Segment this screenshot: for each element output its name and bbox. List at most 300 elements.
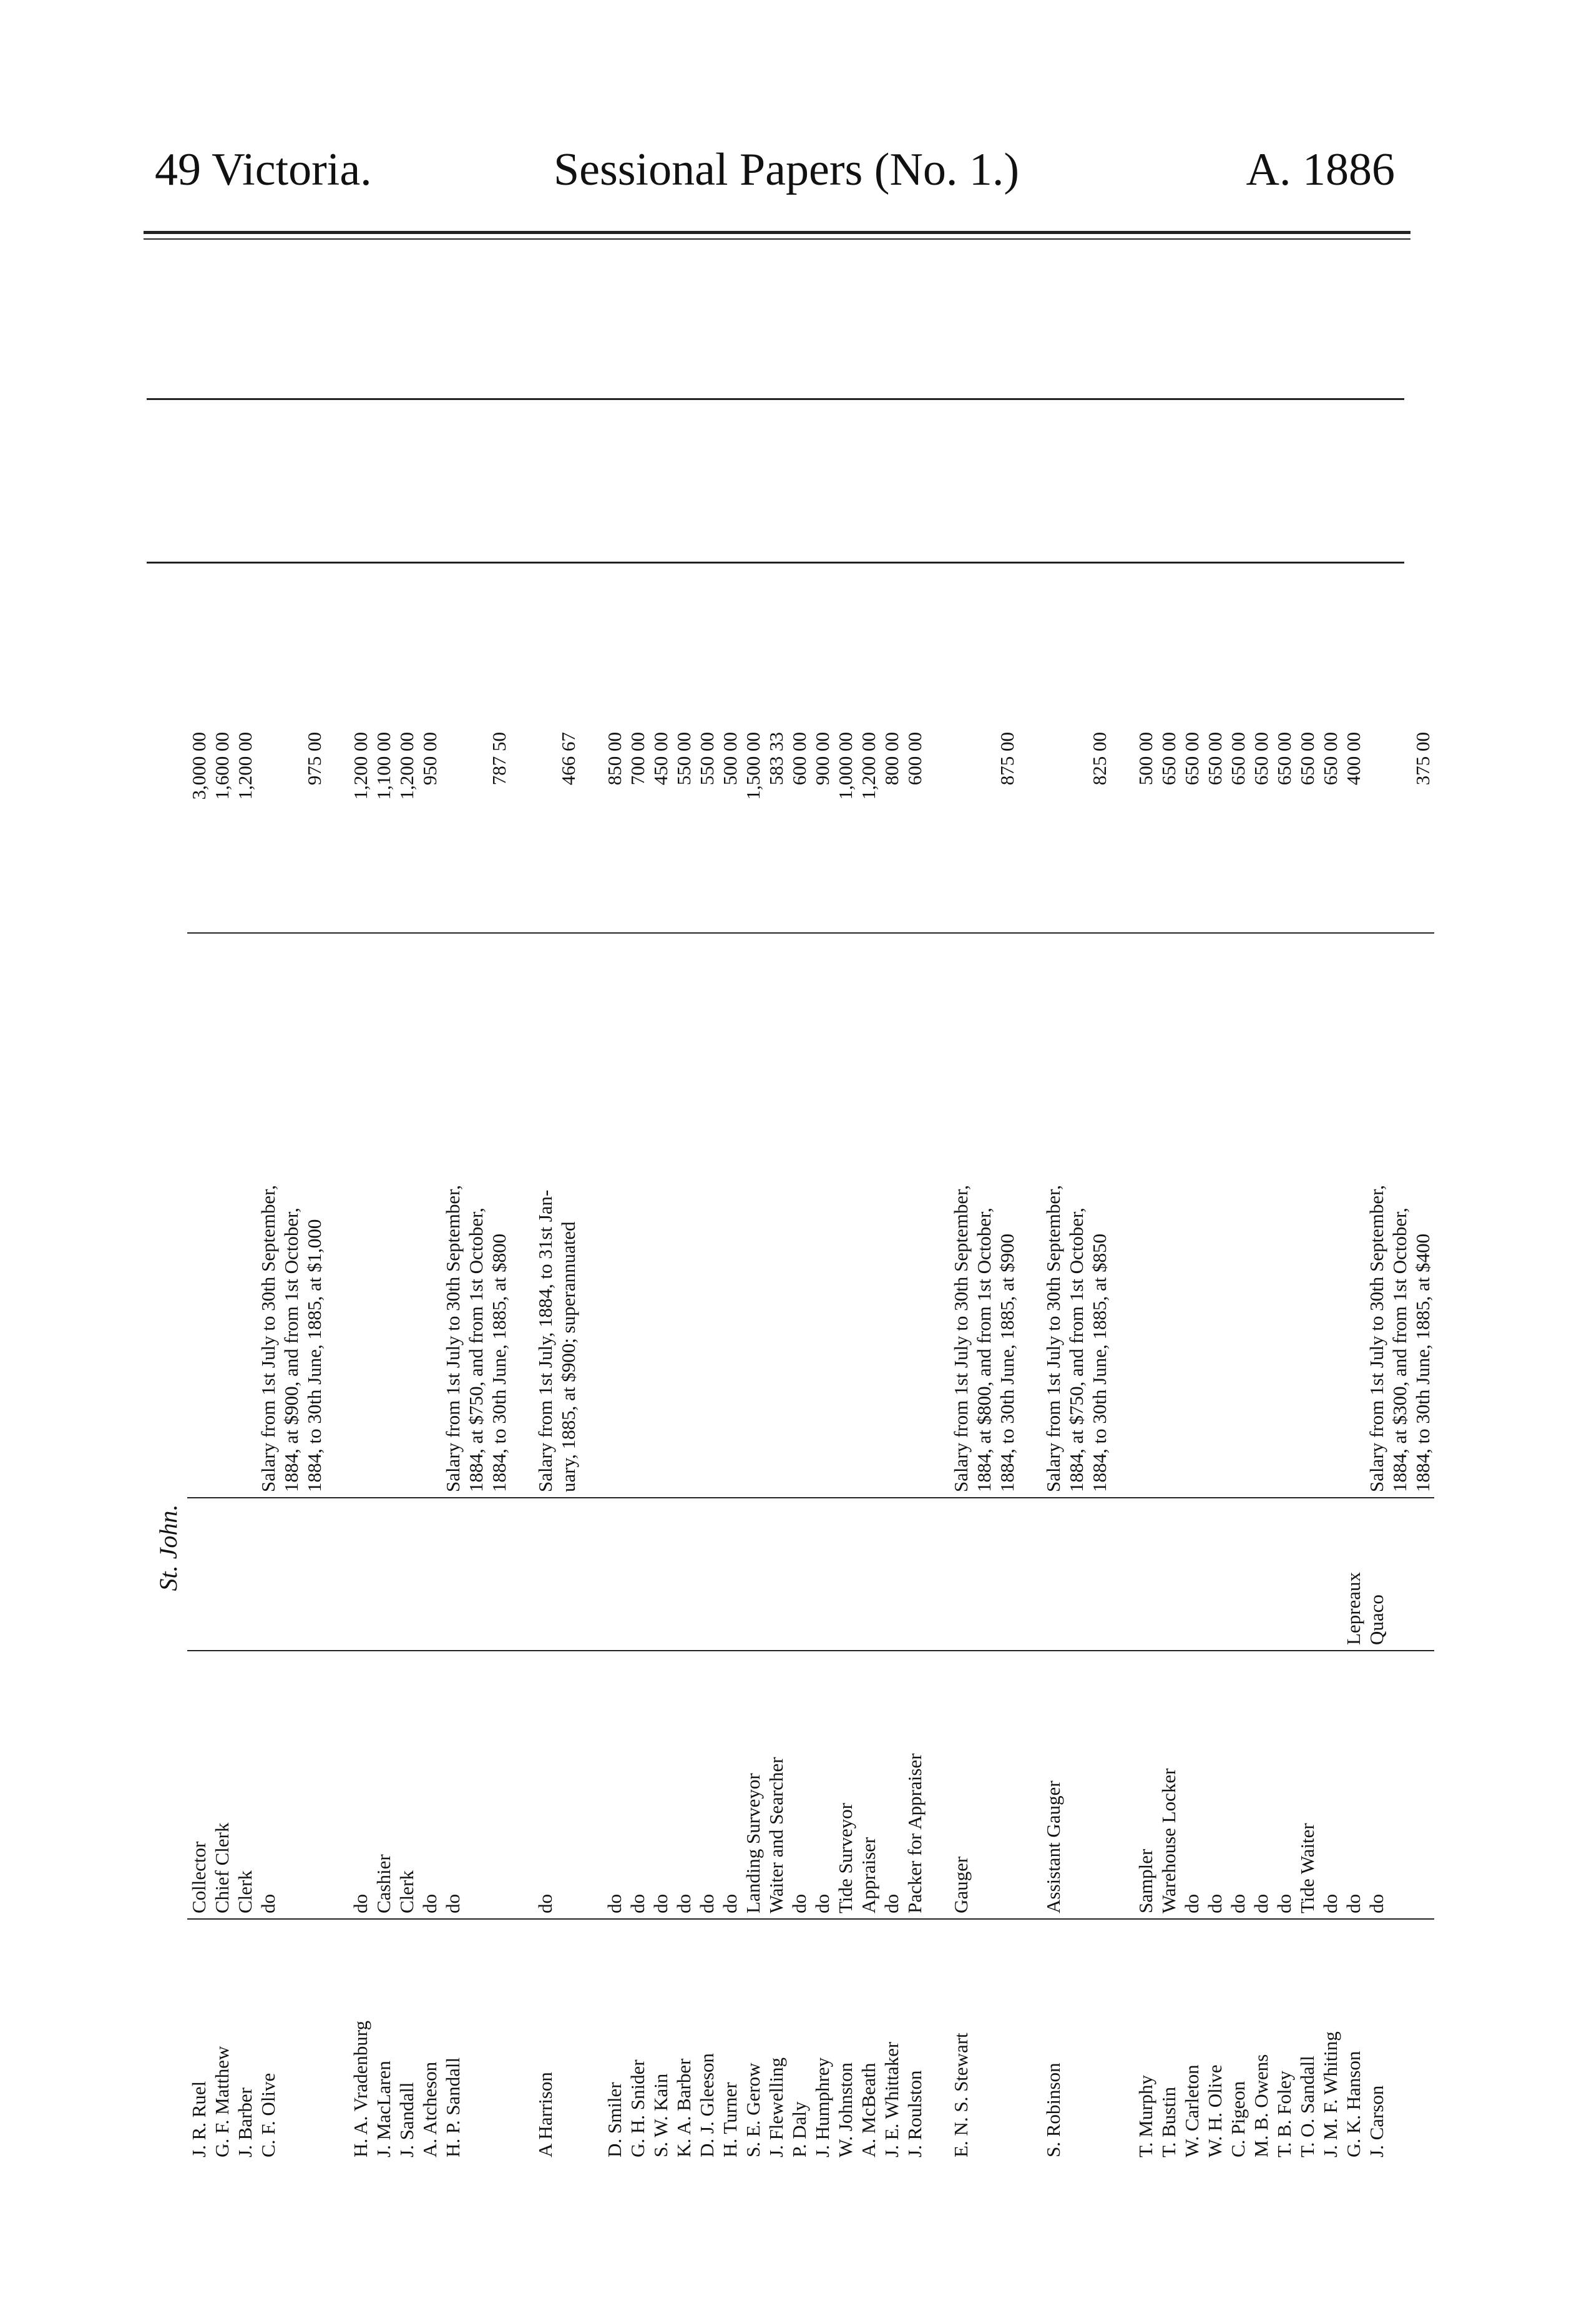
office-cell (280, 1651, 303, 1919)
spacer-cell (1019, 933, 1042, 1498)
office-cell: do (257, 1894, 279, 1913)
spacer-cell (326, 1651, 349, 1919)
amount-cell: 400 00 (1342, 721, 1365, 933)
office-cell: Packer for Appraiser (904, 1753, 926, 1913)
office-cell: do (673, 1894, 695, 1913)
remarks-cell: Salary from 1st July to 30th September, (1365, 933, 1388, 1498)
amount-cell: 550 00 (672, 721, 695, 933)
name-cell: S. E. Gerow (741, 1919, 765, 2162)
name-cell: A. Atcheson (418, 1919, 441, 2162)
place-cell (210, 1498, 233, 1651)
remarks-cell (1342, 933, 1365, 1498)
table-row (811, 721, 834, 2162)
place-cell (418, 1498, 441, 1651)
table-row (464, 721, 487, 2162)
table-row (349, 721, 372, 2162)
spacer-cell (326, 1919, 349, 2162)
salary-table-body (187, 721, 1434, 2162)
name-cell: T. Bustin (1157, 1919, 1180, 2162)
remarks-cell: Salary from 1st July to 30th September, (441, 933, 464, 1498)
table-row (210, 721, 233, 2162)
table-row (972, 721, 995, 2162)
name-cell: S. W. Kain (649, 1919, 672, 2162)
spacer-cell (326, 721, 349, 933)
table-row (257, 721, 280, 2162)
place-cell (1157, 1498, 1180, 1651)
amount-cell: 600 00 (903, 721, 926, 933)
table-row (649, 721, 672, 2162)
office-cell (972, 1651, 995, 1919)
amount-cell: 1,000 00 (834, 721, 857, 933)
office-cell: do (881, 1894, 902, 1913)
remarks-cell (626, 933, 649, 1498)
remarks-cell: 1884, at $750, and from 1st October, (1065, 933, 1088, 1498)
spacer-cell (1019, 1498, 1042, 1651)
name-cell: T. O. Sandall (1296, 1919, 1319, 2162)
remarks-cell (1157, 933, 1180, 1498)
amount-cell: 950 00 (418, 721, 441, 933)
spacer-cell (326, 933, 349, 1498)
remarks-cell (210, 933, 233, 1498)
table-row (1342, 721, 1365, 2162)
remarks-cell: 1884, to 30th June, 1885, at $900 (995, 933, 1019, 1498)
amount-cell: 550 00 (695, 721, 718, 933)
remarks-cell (1319, 933, 1342, 1498)
place-cell (1088, 1498, 1111, 1651)
amount-cell: 3,000 00 (187, 721, 210, 933)
office-cell: do (811, 1894, 833, 1913)
amount-cell: 375 00 (1411, 721, 1434, 933)
spacer-cell (511, 1498, 534, 1651)
amount-cell (1042, 721, 1065, 933)
office-cell: do (788, 1894, 810, 1913)
place-cell (257, 1498, 280, 1651)
table-row (1065, 721, 1088, 2162)
table-row (441, 721, 464, 2162)
amount-cell (280, 721, 303, 933)
place-cell (303, 1498, 326, 1651)
office-cell (1388, 1651, 1411, 1919)
place-cell (626, 1498, 649, 1651)
remarks-cell (418, 933, 441, 1498)
remarks-cell: 1884, at $300, and from 1st October, (1388, 933, 1411, 1498)
spacer-cell (926, 933, 949, 1498)
office-cell: Clerk (234, 1870, 256, 1913)
amount-cell: 900 00 (811, 721, 834, 933)
table-row (672, 721, 695, 2162)
table-row (1157, 721, 1180, 2162)
remarks-cell (718, 933, 741, 1498)
name-cell: P. Daly (788, 1919, 811, 2162)
spacer-cell (511, 1651, 534, 1919)
name-cell: J. Carson (1365, 1919, 1388, 2162)
remarks-cell: 1884, to 30th June, 1885, at $850 (1088, 933, 1111, 1498)
name-cell: H. P. Sandall (441, 1919, 464, 2162)
place-cell (1065, 1498, 1088, 1651)
office-cell: do (1366, 1894, 1387, 1913)
remarks-cell (834, 933, 857, 1498)
place-cell (649, 1498, 672, 1651)
remarks-cell (857, 933, 880, 1498)
table-row (1365, 721, 1388, 2162)
place-cell (603, 1498, 626, 1651)
office-cell: do (696, 1894, 718, 1913)
row-spacer (1111, 721, 1134, 2162)
remarks-cell (811, 933, 834, 1498)
remarks-cell (1296, 933, 1319, 1498)
place-cell (903, 1498, 926, 1651)
name-cell: J. MacLaren (372, 1919, 395, 2162)
place-cell (1203, 1498, 1226, 1651)
remarks-cell: 1884, at $750, and from 1st October, (464, 933, 487, 1498)
amount-cell: 650 00 (1180, 721, 1203, 933)
name-cell: J. Barber (233, 1919, 257, 2162)
name-cell (557, 1919, 580, 2162)
remarks-cell (672, 933, 695, 1498)
spacer-cell (580, 933, 603, 1498)
office-cell (557, 1651, 580, 1919)
table-row (534, 721, 557, 2162)
table-row (718, 721, 741, 2162)
place-cell (1249, 1498, 1273, 1651)
table-row (1226, 721, 1249, 2162)
place-cell (464, 1498, 487, 1651)
office-cell: do (650, 1894, 672, 1913)
name-cell (1388, 1919, 1411, 2162)
table-row (995, 721, 1019, 2162)
name-cell: C. F. Olive (257, 1919, 280, 2162)
table-row (788, 721, 811, 2162)
office-cell (1065, 1651, 1088, 1919)
amount-cell: 583 33 (765, 721, 788, 933)
name-cell: G. K. Hanson (1342, 1919, 1365, 2162)
place-cell (811, 1498, 834, 1651)
office-cell: Cashier (373, 1854, 394, 1913)
amount-cell (534, 721, 557, 933)
table-row (1180, 721, 1203, 2162)
office-cell: do (350, 1894, 371, 1913)
table-row (741, 721, 765, 2162)
table-row (372, 721, 395, 2162)
table-row (949, 721, 972, 2162)
spacer-cell (580, 721, 603, 933)
name-cell: J. Humphrey (811, 1919, 834, 2162)
place-cell (995, 1498, 1019, 1651)
office-cell: Gauger (950, 1856, 972, 1913)
place-cell (349, 1498, 372, 1651)
office-cell: do (442, 1894, 464, 1913)
place-cell (788, 1498, 811, 1651)
office-cell: Appraiser (858, 1837, 879, 1913)
office-cell: Assistant Gauger (1042, 1780, 1064, 1913)
remarks-cell (649, 933, 672, 1498)
office-cell (303, 1651, 326, 1919)
place-cell (280, 1498, 303, 1651)
name-cell: J. M. F. Whiting (1319, 1919, 1342, 2162)
name-cell (1411, 1919, 1434, 2162)
table-row (280, 721, 303, 2162)
name-cell (303, 1919, 326, 2162)
place-cell (1134, 1498, 1157, 1651)
section-title: St. John. (154, 1504, 182, 1591)
name-cell: D. Smiler (603, 1919, 626, 2162)
amount-cell (949, 721, 972, 933)
remarks-cell: 1884, to 30th June, 1885, at $800 (487, 933, 511, 1498)
office-cell: Collector (188, 1841, 210, 1913)
amount-cell: 850 00 (603, 721, 626, 933)
name-cell: M. B. Owens (1249, 1919, 1273, 2162)
name-cell: G. H. Snider (626, 1919, 649, 2162)
header-rule-thin (144, 238, 1410, 240)
remarks-cell: uary, 1885, at $900; superannuated (557, 933, 580, 1498)
remarks-cell (1134, 933, 1157, 1498)
row-spacer (326, 721, 349, 2162)
table-row (233, 721, 257, 2162)
table-row (603, 721, 626, 2162)
place-cell (534, 1498, 557, 1651)
table-row (765, 721, 788, 2162)
amount-cell (257, 721, 280, 933)
amount-cell: 1,200 00 (349, 721, 372, 933)
spacer-cell (1111, 1651, 1134, 1919)
remarks-cell: 1884, to 30th June, 1885, at $400 (1411, 933, 1434, 1498)
amount-cell: 600 00 (788, 721, 811, 933)
table-row (487, 721, 511, 2162)
spacer-cell (580, 1919, 603, 2162)
office-cell: Clerk (396, 1870, 418, 1913)
salary-table (187, 721, 1434, 2162)
amount-cell: 650 00 (1249, 721, 1273, 933)
remarks-cell: Salary from 1st July to 30th September, (1042, 933, 1065, 1498)
name-cell: E. N. S. Stewart (949, 1919, 972, 2162)
place-cell (857, 1498, 880, 1651)
remarks-cell (233, 933, 257, 1498)
name-cell: G. F. Matthew (210, 1919, 233, 2162)
amount-cell: 1,600 00 (210, 721, 233, 933)
spacer-cell (926, 1919, 949, 2162)
header-left: 49 Victoria. (155, 144, 372, 195)
name-cell: J. Flewelling (765, 1919, 788, 2162)
table-row (903, 721, 926, 2162)
office-cell (487, 1651, 511, 1919)
name-cell: J. Sandall (395, 1919, 418, 2162)
remarks-cell (1273, 933, 1296, 1498)
remarks-cell (741, 933, 765, 1498)
spacer-cell (1111, 1919, 1134, 2162)
remarks-cell (187, 933, 210, 1498)
amount-cell: 700 00 (626, 721, 649, 933)
rotated-section (154, 721, 1434, 2162)
office-cell: Sampler (1135, 1848, 1156, 1913)
office-cell: Chief Clerk (211, 1822, 233, 1913)
spacer-cell (1111, 721, 1134, 933)
place-cell (1411, 1498, 1434, 1651)
office-cell: do (419, 1894, 441, 1913)
table-row (880, 721, 903, 2162)
header-rule-thick (144, 231, 1410, 234)
table-row (187, 721, 210, 2162)
place-cell (765, 1498, 788, 1651)
office-cell: do (534, 1894, 556, 1913)
amount-cell: 650 00 (1226, 721, 1249, 933)
column-rule-top (147, 398, 1404, 400)
spacer-cell (580, 1651, 603, 1919)
remarks-cell (395, 933, 418, 1498)
amount-cell: 1,200 00 (857, 721, 880, 933)
amount-cell: 450 00 (649, 721, 672, 933)
office-cell (995, 1651, 1019, 1919)
office-cell: do (1227, 1894, 1249, 1913)
name-cell (995, 1919, 1019, 2162)
table-row (1042, 721, 1065, 2162)
name-cell: W. Carleton (1180, 1919, 1203, 2162)
office-cell (1088, 1651, 1111, 1919)
row-spacer (511, 721, 534, 2162)
place-cell (1042, 1498, 1065, 1651)
place-cell (695, 1498, 718, 1651)
place-cell (1296, 1498, 1319, 1651)
name-cell: H. Turner (718, 1919, 741, 2162)
place-cell: Quaco (1365, 1498, 1388, 1651)
remarks-cell: Salary from 1st July, 1884, to 31st Jan- (534, 933, 557, 1498)
remarks-cell (880, 933, 903, 1498)
amount-cell: 466 67 (557, 721, 580, 933)
name-cell: C. Pigeon (1226, 1919, 1249, 2162)
office-cell: do (627, 1894, 648, 1913)
table-row (857, 721, 880, 2162)
place-cell (1226, 1498, 1249, 1651)
place-cell (441, 1498, 464, 1651)
office-cell: do (1319, 1894, 1341, 1913)
table-row (1134, 721, 1157, 2162)
place-cell (233, 1498, 257, 1651)
name-cell: J. R. Ruel (187, 1919, 210, 2162)
spacer-cell (1019, 1919, 1042, 2162)
office-cell: do (1204, 1894, 1226, 1913)
header-right: A. 1886 (1246, 144, 1395, 195)
amount-cell (1365, 721, 1388, 933)
amount-cell: 1,500 00 (741, 721, 765, 933)
name-cell: W. Johnston (834, 1919, 857, 2162)
amount-cell (441, 721, 464, 933)
table-row (303, 721, 326, 2162)
name-cell (280, 1919, 303, 2162)
table-row (557, 721, 580, 2162)
place-cell (972, 1498, 995, 1651)
place-cell (672, 1498, 695, 1651)
place-cell (1180, 1498, 1203, 1651)
name-cell: H. A. Vradenburg (349, 1919, 372, 2162)
name-cell: A Harrison (534, 1919, 557, 2162)
office-cell: do (1250, 1894, 1272, 1913)
name-cell: D. J. Gleeson (695, 1919, 718, 2162)
place-cell (741, 1498, 765, 1651)
name-cell: T. Murphy (1134, 1919, 1157, 2162)
table-row (395, 721, 418, 2162)
name-cell (1065, 1919, 1088, 2162)
rotated-content (154, 721, 1434, 2162)
remarks-cell (788, 933, 811, 1498)
name-cell: K. A. Barber (672, 1919, 695, 2162)
table-row (1411, 721, 1434, 2162)
amount-cell: 500 00 (1134, 721, 1157, 933)
amount-cell (464, 721, 487, 933)
table-row (626, 721, 649, 2162)
table-row (1388, 721, 1411, 2162)
spacer-cell (580, 1498, 603, 1651)
table-row (1273, 721, 1296, 2162)
place-cell (557, 1498, 580, 1651)
spacer-cell (926, 1651, 949, 1919)
table-row (418, 721, 441, 2162)
amount-cell (972, 721, 995, 933)
place-cell (487, 1498, 511, 1651)
amount-cell: 1,200 00 (233, 721, 257, 933)
office-cell: Tide Waiter (1296, 1823, 1318, 1913)
place-cell (1273, 1498, 1296, 1651)
name-cell: J. E. Whittaker (880, 1919, 903, 2162)
remarks-cell: 1884, to 30th June, 1885, at $1,000 (303, 933, 326, 1498)
spacer-cell (326, 1498, 349, 1651)
spacer-cell (511, 933, 534, 1498)
office-cell: do (1273, 1894, 1295, 1913)
name-cell (464, 1919, 487, 2162)
office-cell: do (719, 1894, 741, 1913)
spacer-cell (1111, 933, 1134, 1498)
header-center: Sessional Papers (No. 1.) (553, 144, 1020, 195)
amount-cell: 650 00 (1203, 721, 1226, 933)
table-row (1249, 721, 1273, 2162)
table-row (1203, 721, 1226, 2162)
office-cell: Tide Surveyor (834, 1802, 856, 1913)
office-cell: do (1342, 1894, 1364, 1913)
spacer-cell (926, 721, 949, 933)
spacer-cell (926, 1498, 949, 1651)
office-cell: Warehouse Locker (1158, 1768, 1180, 1913)
table-row (834, 721, 857, 2162)
amount-cell: 825 00 (1088, 721, 1111, 933)
name-cell: S. Robinson (1042, 1919, 1065, 2162)
remarks-cell (903, 933, 926, 1498)
remarks-cell: 1884, at $900, and from 1st October, (280, 933, 303, 1498)
amount-cell (1065, 721, 1088, 933)
place-cell (834, 1498, 857, 1651)
remarks-cell (695, 933, 718, 1498)
place-cell (1388, 1498, 1411, 1651)
place-cell (1319, 1498, 1342, 1651)
place-cell: Lepreaux (1342, 1498, 1365, 1651)
office-cell: do (604, 1894, 625, 1913)
remarks-cell (603, 933, 626, 1498)
amount-cell: 650 00 (1157, 721, 1180, 933)
amount-cell: 650 00 (1273, 721, 1296, 933)
place-cell (187, 1498, 210, 1651)
table-row (1319, 721, 1342, 2162)
spacer-cell (1019, 721, 1042, 933)
spacer-cell (511, 721, 534, 933)
table-row (695, 721, 718, 2162)
place-cell (949, 1498, 972, 1651)
remarks-cell (1203, 933, 1226, 1498)
name-cell (1088, 1919, 1111, 2162)
remarks-cell (765, 933, 788, 1498)
amount-cell: 500 00 (718, 721, 741, 933)
place-cell (372, 1498, 395, 1651)
row-spacer (1019, 721, 1042, 2162)
remarks-cell (372, 933, 395, 1498)
amount-cell: 650 00 (1296, 721, 1319, 933)
office-cell: do (1181, 1894, 1203, 1913)
